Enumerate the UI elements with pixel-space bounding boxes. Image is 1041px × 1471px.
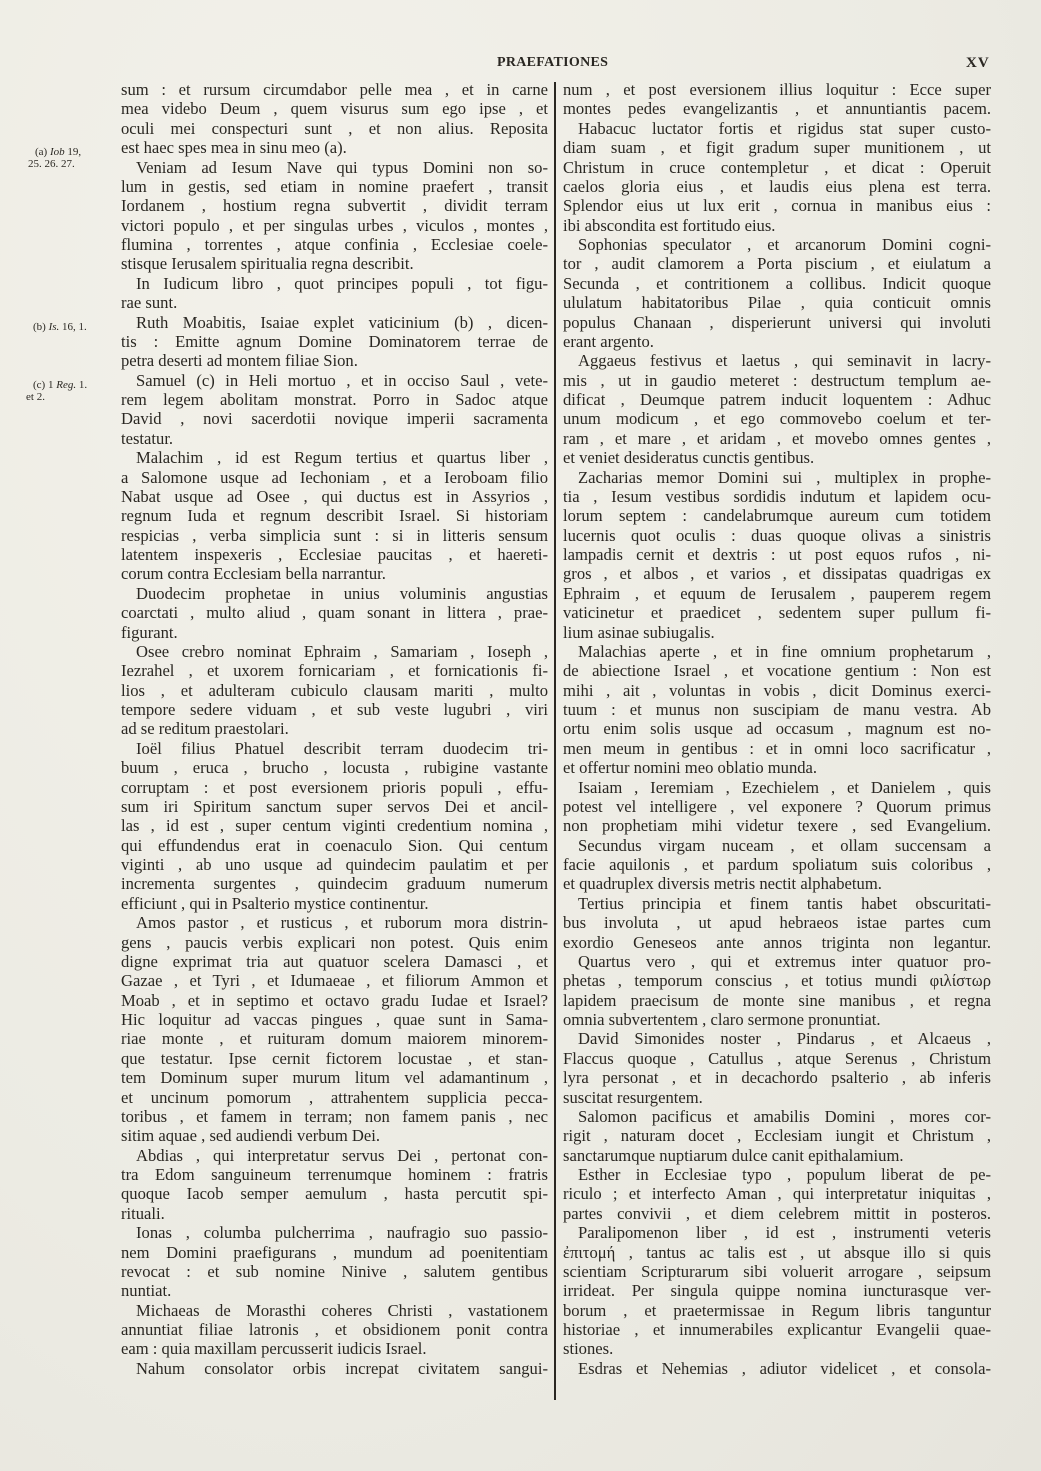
text-line: de abiectione Israel , et vocatione gentium : Non est bbox=[563, 661, 991, 681]
text-line: gens , paucis verbis explicari non potest. Quis enim bbox=[121, 932, 548, 952]
text-line: latentem inspexeris , Ecclesiae paucitas , et haereti- bbox=[121, 545, 548, 564]
left-column bbox=[121, 80, 548, 1378]
text-line: nuntiat. bbox=[121, 1281, 172, 1301]
text-line: quoque Iacob semper aemulum , hasta percutit spi- bbox=[121, 1184, 548, 1204]
text-line: unum modicum , et ego commovebo coelum et ter- bbox=[563, 409, 991, 429]
text-line: Secundus virgam nuceam , et ollam succensam a bbox=[578, 835, 991, 855]
text-line: potest vel intelligere , vel exponere ? Quorum primus bbox=[563, 796, 991, 816]
text-line: phetas , temporum conscius , et totius mundi φιλίστωρ bbox=[563, 971, 991, 991]
text-line: Samuel (c) in Heli mortuo , et in occiso Saul , vete- bbox=[136, 370, 548, 390]
margin-note-line: (a) Iob 19, bbox=[35, 146, 82, 158]
text-line: montes pedes evangelizantis , et annuntiantis pacem. bbox=[563, 99, 991, 119]
text-line: gros , et albos , et varios , et dissipatas quadrigas ex bbox=[563, 564, 991, 584]
text-line: Michaeas de Morasthi coheres Christi , vastationem bbox=[136, 1300, 548, 1320]
text-line: Flaccus quoque , Catullus , atque Serenus , Christum bbox=[563, 1048, 991, 1068]
text-line: Abdias , qui interpretatur servus Dei , pertonat con- bbox=[136, 1145, 548, 1165]
text-line: sum : et rursum circumdabor pelle mea , et in carne bbox=[121, 80, 548, 99]
text-line: corruptam : et post eversionem prioris populi , effu- bbox=[121, 777, 548, 797]
text-line: tra Edom sanguineum terrenumque hominem : fratris bbox=[121, 1165, 548, 1184]
text-line: lampadis cernit et dextris : ut post equos rufos , ni- bbox=[563, 545, 991, 564]
text-line: Isaiam , Ieremiam , Ezechielem , et Danielem , quis bbox=[578, 777, 991, 797]
text-line: caelos gloria eius , et laudis eius plena est terra. bbox=[563, 176, 991, 196]
text-line: Quartus vero , qui et extremus inter quatuor pro- bbox=[578, 951, 991, 971]
text-line: et uncinum pomorum , attrahentem supplicia pecca- bbox=[121, 1087, 548, 1107]
text-line: Ephraim , et equum de Ierusalem , pauperem regem bbox=[563, 583, 991, 603]
text-line: partes convivii , et diem celebrem mittit in posteros. bbox=[563, 1203, 991, 1223]
text-line: corum contra Ecclesiam bella narrantur. bbox=[121, 564, 386, 584]
text-line: stisque Ierusalem spiritualia regna describit. bbox=[121, 254, 414, 274]
margin-note-line: et 2. bbox=[26, 391, 45, 403]
text-line: Christum in cruce contempletur , et dicat : Operuit bbox=[563, 157, 991, 177]
text-line: Aggaeus festivus et laetus , qui seminavit in lacry- bbox=[578, 351, 991, 371]
text-line: non prophetiam mihi videtur texere , sed Evangelium. bbox=[563, 816, 991, 836]
margin-note-b bbox=[33, 321, 87, 333]
text-line: victori populo , et per singulas urbes , viculos , montes , bbox=[121, 215, 548, 235]
text-line: ortu enim solis usque ad occasum , magnum est no- bbox=[563, 719, 991, 739]
text-line: Esther in Ecclesiae typo , populum liberat de pe- bbox=[578, 1165, 991, 1184]
text-line: lium asinae subiugalis. bbox=[563, 622, 715, 642]
text-line: Zacharias memor Domini sui , multiplex in prophe- bbox=[578, 467, 991, 487]
text-line: et offertur nomini meo oblatio munda. bbox=[563, 758, 818, 778]
text-line: lum in gestis, sed etiam in nomine praefert , transit bbox=[121, 176, 548, 196]
text-line: Secunda , et contritionem a collibus. Indicit quoque bbox=[563, 273, 991, 293]
text-line: scientiam Scripturarum sibi voluerit arrogare , seipsum bbox=[563, 1261, 991, 1281]
text-line: ululatum habitatoribus Pilae , quia conticuit omnis bbox=[563, 293, 991, 313]
text-line: tia , Iesum vestibus sordidis indutum et lapidem ocu- bbox=[563, 486, 991, 506]
text-line: dificat , Deumque patrem inducit loquentem : Adhuc bbox=[563, 390, 991, 409]
text-line: riculo ; et interfecto Aman , qui interpretatur iniquitas , bbox=[563, 1184, 991, 1204]
text-line: que testatur. Ipse cernit fictorem locustae , et stan- bbox=[121, 1048, 548, 1068]
text-line: las , id est , super centum viginti credentium nomina , bbox=[121, 816, 548, 836]
text-line: annuntiat filiae latronis , et obsidionem ponit contra bbox=[121, 1320, 548, 1339]
text-line: Hic loquitur ad vaccas pingues , quae sunt in Sama- bbox=[121, 1010, 548, 1029]
text-line: vaticinetur et praedicet , sedentem super pullum fi- bbox=[563, 603, 991, 623]
text-line: Sophonias speculator , et arcanorum Domini cogni- bbox=[578, 235, 991, 254]
text-line: Amos pastor , et rusticus , et ruborum mora distrin- bbox=[136, 913, 548, 933]
text-line: eam : quia maxillam percusserit iudicis Israel. bbox=[121, 1339, 427, 1359]
text-line: efficiunt , qui in Psalterio mystice continentur. bbox=[121, 893, 429, 913]
text-line: rem legem abolitam monstrat. Porro in Sadoc atque bbox=[121, 390, 548, 409]
text-line: num , et post eversionem illius loquitur : Ecce super bbox=[563, 80, 991, 99]
text-line: ram , et mare , et aridam , et movebo omnes gentes , bbox=[563, 428, 991, 448]
text-line: Esdras et Nehemias , adiutor videlicet , et consola- bbox=[578, 1358, 991, 1378]
text-line: tuum : et munus non suscipiam de manu vestra. Ab bbox=[563, 700, 991, 719]
text-line: rituali. bbox=[121, 1203, 165, 1223]
text-line: et veniet desideratus cunctis gentibus. bbox=[563, 448, 815, 468]
text-line: testatur. bbox=[121, 428, 174, 448]
text-line: Splendor eius ut lux erit , cornua in manibus eius : bbox=[563, 196, 991, 216]
text-line: Osee crebro nominat Ephraim , Samariam , Ioseph , bbox=[136, 641, 548, 661]
text-line: irrideat. Per singula quippe nomina iuncturasque ver- bbox=[563, 1281, 991, 1301]
text-line: David , novi sacerdotii novique imperii sacramenta bbox=[121, 409, 548, 429]
text-line: incrementa surgentes , quindecim graduum numerum bbox=[121, 874, 548, 894]
text-line: Nabat usque ad Osee , qui ductus est in Assyrios , bbox=[121, 486, 548, 506]
text-line: erant argento. bbox=[563, 331, 654, 351]
text-line: coarctati , multo aliud , quam sonant in littera , prae- bbox=[121, 603, 548, 623]
text-line: qui effundendus erat in coenaculo Sion. Qui centum bbox=[121, 835, 548, 855]
margin-note-line: (c) 1 Reg. 1. bbox=[33, 379, 88, 391]
text-line: Salomon pacificus et amabilis Domini , mores cor- bbox=[578, 1106, 991, 1126]
right-column bbox=[563, 80, 991, 1378]
margin-note-a bbox=[28, 146, 82, 170]
text-line: sitim aquae , sed audiendi verbum Dei. bbox=[121, 1126, 380, 1146]
column-divider bbox=[554, 82, 556, 1400]
text-line: Ionas , columba pulcherrima , naufragio suo passio- bbox=[136, 1223, 548, 1243]
text-line: Ioël filius Phatuel describit terram duodecim tri- bbox=[136, 738, 548, 758]
text-line: tempore sedere viduam , et sub veste lugubri , viri bbox=[121, 700, 548, 719]
text-line: Ruth Moabitis, Isaiae explet vaticinium (b) , dicen- bbox=[136, 312, 548, 332]
text-line: exordio Geneseos ante annos triginta non legantur. bbox=[563, 932, 991, 952]
text-line: tis : Emitte agnum Domine Dominatorem terrae de bbox=[121, 331, 548, 351]
text-line: lorum septem : candelabrumque aureum cum totidem bbox=[563, 506, 991, 526]
text-line: borum , et praetermissae in Regum libris tanguntur bbox=[563, 1300, 991, 1320]
text-line: mis , ut in gaudio meteret : destructum templum ae- bbox=[563, 370, 991, 390]
page-header bbox=[0, 55, 1041, 77]
text-line: historiae , et innumerabiles explicantur Evangelii quae- bbox=[563, 1320, 991, 1339]
text-line: rigit , naturam docet , Ecclesiam iungit et Christum , bbox=[563, 1126, 991, 1146]
margin-note-line: 25. 26. 27. bbox=[28, 158, 75, 170]
text-line: a Salomone usque ad Iechoniam , et a Ieroboam filio bbox=[121, 467, 548, 487]
text-line: buum , eruca , brucho , locusta , rubigine vastante bbox=[121, 758, 548, 778]
text-line: In Iudicum libro , quot principes populi , tot figu- bbox=[136, 273, 548, 293]
text-line: stiones. bbox=[563, 1339, 614, 1359]
text-line: riae monte , et ruituram domum maiorem minorem- bbox=[121, 1029, 548, 1049]
text-line: et quadruplex diversis metris nectit alphabetum. bbox=[563, 874, 882, 894]
text-line: flumina , torrentes , atque confinia , Ecclesiae coele- bbox=[121, 235, 548, 254]
text-line: ad se reditum praestolari. bbox=[121, 719, 289, 739]
text-line: diam suam , et figit gradum super munitionem , ut bbox=[563, 138, 991, 158]
text-line: Moab , et in septimo et octavo gradu Iudae et Israel? bbox=[121, 990, 548, 1010]
text-line: lios , et adulteram cubiculo clausam mariti , multo bbox=[121, 680, 548, 700]
text-line: Iordanem , hostium regna subvertit , dividit terram bbox=[121, 196, 548, 216]
text-line: ibi abscondita est fortitudo eius. bbox=[563, 215, 776, 235]
text-line: sum iri Spiritum sanctum super servos Dei et ancil- bbox=[121, 796, 548, 816]
text-line: tor , audit clamorem a Porta piscium , et eiulatum a bbox=[563, 254, 991, 274]
text-line: Gazae , et Tyri , et Idumaeae , et filiorum Ammon et bbox=[121, 971, 548, 991]
text-line: populus Chanaan , disperierunt universi qui involuti bbox=[563, 312, 991, 332]
page-number: XV bbox=[966, 55, 990, 71]
text-line: suscitat resurgentem. bbox=[563, 1087, 703, 1107]
text-line: nem Domini praefigurans , mundum ad poenitentiam bbox=[121, 1242, 548, 1262]
text-line: men meum in gentibus : et in omni loco sacrificatur , bbox=[563, 738, 991, 758]
text-line: oculi mei conspecturi sunt , et non alius. Reposita bbox=[121, 118, 548, 138]
text-line: Iezrahel , et uxorem fornicariam , et fornicationis fi- bbox=[121, 661, 548, 681]
text-line: Tertius principia et finem tantis habet obscuritati- bbox=[578, 893, 991, 913]
margin-note-line: (b) Is. 16, 1. bbox=[33, 321, 87, 333]
text-line: tem Dominum super murum litum vel adamantinum , bbox=[121, 1068, 548, 1088]
margin-note-c bbox=[26, 379, 88, 403]
text-line: Nahum consolator orbis increpat civitatem sangui- bbox=[136, 1358, 548, 1378]
text-line: petra deserti ad montem filiae Sion. bbox=[121, 351, 358, 371]
text-line: facie aquilonis , et pardum spoliatum suis coloribus , bbox=[563, 855, 991, 874]
text-line: Malachim , id est Regum tertius et quartus liber , bbox=[136, 448, 548, 468]
text-line: mihi , ait , voluntas in vobis , dicit Dominus exerci- bbox=[563, 680, 991, 700]
text-line: omnia subvertentem , claro sermone pronuntiat. bbox=[563, 1010, 881, 1029]
text-line: rae sunt. bbox=[121, 293, 178, 313]
text-line: sanctarumque nuptiarum dulce canit epithalamium. bbox=[563, 1145, 904, 1165]
text-line: Habacuc luctator fortis et rigidus stat super custo- bbox=[578, 118, 991, 138]
text-line: mea videbo Deum , quem visurus sum ego ipse , et bbox=[121, 99, 548, 119]
text-line: Paralipomenon liber , id est , instrumenti veteris bbox=[578, 1223, 991, 1243]
running-title: PRAEFATIONES bbox=[497, 55, 609, 70]
text-line: est haec spes mea in sinu meo (a). bbox=[121, 138, 347, 158]
text-line: lapidem praecisum de monte sine manibus , et regna bbox=[563, 990, 991, 1010]
text-line: bus involuta , ut apud hebraeos istae partes cum bbox=[563, 913, 991, 933]
text-line: revocat : et sub nomine Ninive , salutem gentibus bbox=[121, 1261, 548, 1281]
text-line: Malachias aperte , et in fine omnium prophetarum , bbox=[578, 641, 991, 661]
text-line: Veniam ad Iesum Nave qui typus Domini non so- bbox=[136, 157, 548, 177]
text-line: lyra personat , et in decachordo psalterio , ab inferis bbox=[563, 1068, 991, 1088]
text-line: digne exprimat tria aut quatuor scelera Damasci , et bbox=[121, 951, 548, 971]
text-line: figurant. bbox=[121, 622, 178, 642]
text-line: ἐπιτομή , tantus ac talis est , ut absque illo si quis bbox=[563, 1242, 991, 1262]
text-line: regnum Iuda et regnum describit Israel. Si historiam bbox=[121, 506, 548, 526]
text-line: viginti , ab uno usque ad quindecim paulatim et per bbox=[121, 855, 548, 874]
text-line: David Simonides noster , Pindarus , et Alcaeus , bbox=[578, 1029, 991, 1049]
text-line: toribus , et famem in terram; non famem panis , nec bbox=[121, 1106, 548, 1126]
text-line: lucernis quot oculis : duas quoque olivas a sinistris bbox=[563, 525, 991, 545]
text-line: respicias , verba simplicia sunt : si in litteris sensum bbox=[121, 525, 548, 545]
text-line: Duodecim prophetae in unius voluminis angustias bbox=[136, 583, 548, 603]
